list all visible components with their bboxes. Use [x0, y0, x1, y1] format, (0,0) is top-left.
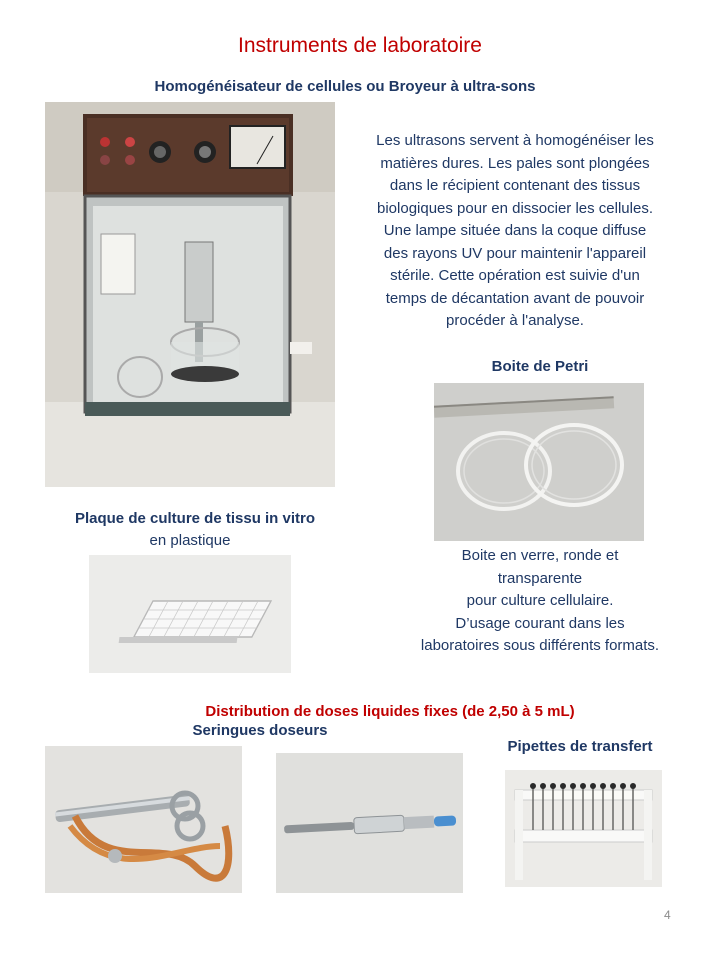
syringes-label: Seringues doseurs: [192, 722, 328, 739]
text-line: stérile. Cette opération est suivie d'un: [390, 267, 640, 284]
text-line: biologiques pour en dissocier les cellules.: [377, 199, 653, 217]
homogenizer-photo: [45, 102, 335, 487]
text-line: procéder à l'analyse.: [446, 312, 584, 329]
transfer-pipettes-photo: [505, 770, 662, 887]
homogenizer-description: [345, 130, 685, 333]
text-line: transparente: [497, 569, 583, 587]
text-line: Boite en verre, ronde et: [461, 547, 619, 564]
culture-plate-photo: [89, 555, 291, 673]
petri-description: [380, 545, 700, 658]
text-line: D’usage courant dans les: [455, 614, 625, 632]
petri-dish-photo: [434, 383, 644, 541]
pipettes-label: Pipettes de transfert: [507, 738, 653, 755]
text-line: matières dures. Les pales sont plongées: [380, 154, 650, 172]
dosing-syringe-photo-2: [276, 753, 463, 893]
text-line: laboratoires sous différents formats.: [420, 637, 660, 654]
text-line: temps de décantation avant de pouvoir: [385, 289, 645, 307]
petri-heading: Boite de Petri: [491, 358, 589, 375]
text-line: Les ultrasons servent à homogénéiser les: [376, 132, 654, 149]
distribution-heading: Distribution de doses liquides fixes (de 2,50 à 5 mL): [205, 703, 575, 720]
text-line: dans le récipient contenant des tissus: [389, 177, 641, 194]
text-line: des rayons UV pour maintenir l'appareil: [383, 244, 647, 262]
plate-heading: Plaque de culture de tissu in vitro: [74, 510, 316, 527]
plate-subheading: en plastique: [149, 532, 231, 549]
text-line: pour culture cellulaire.: [466, 592, 614, 609]
page-number: 4: [664, 908, 671, 922]
page-title: Instruments de laboratoire: [238, 34, 482, 57]
text-line: Une lampe située dans la coque diffuse: [383, 222, 647, 239]
dosing-syringe-photo: [45, 746, 242, 893]
homogenizer-heading: Homogénéisateur de cellules ou Broyeur à ultra-sons: [154, 78, 536, 95]
